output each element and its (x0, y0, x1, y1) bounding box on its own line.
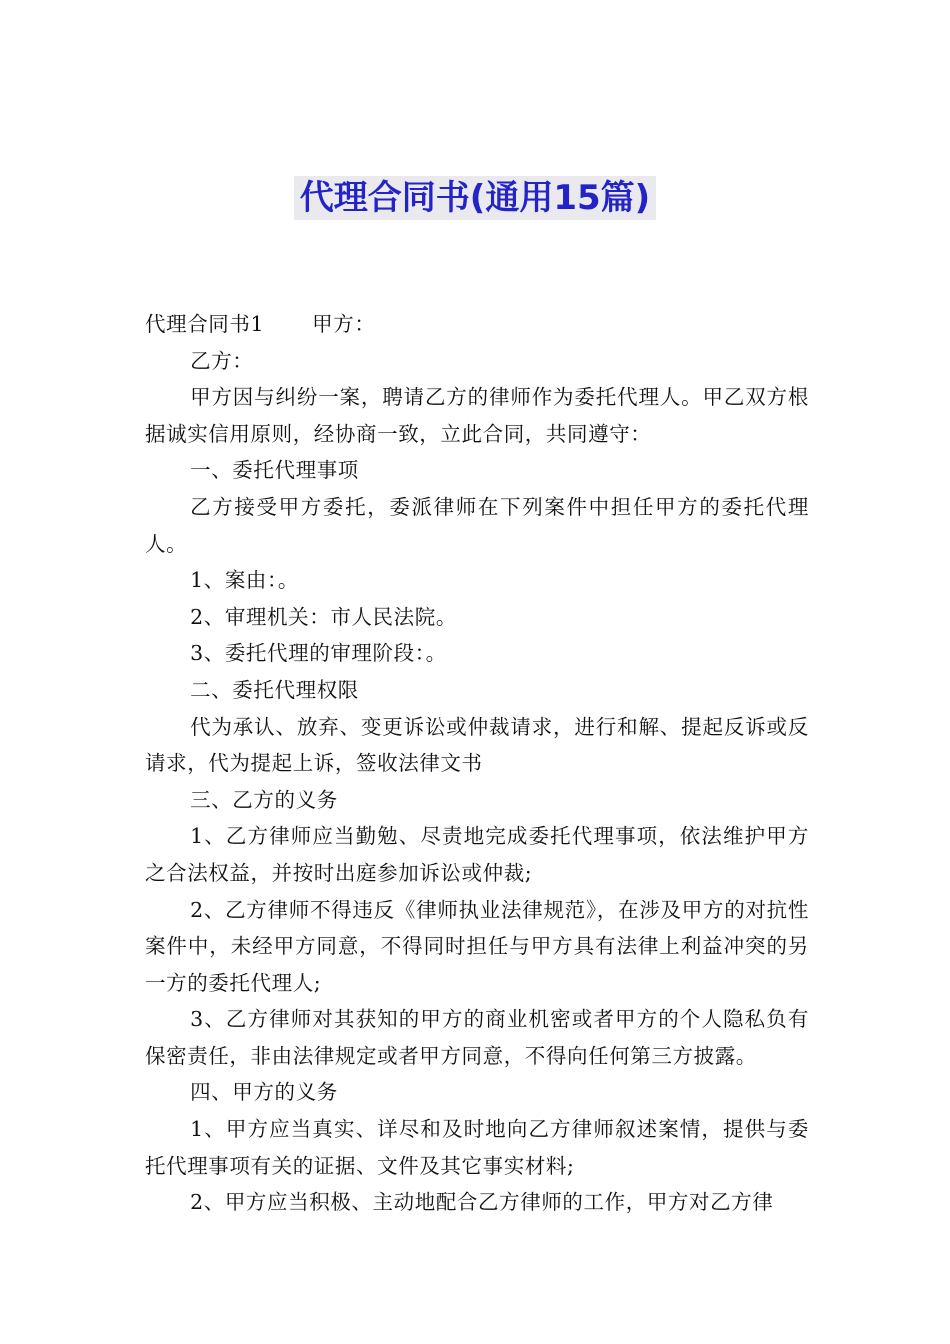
list-item: 2、甲方应当积极、主动地配合乙方律师的工作，甲方对乙方律 (190, 1190, 774, 1215)
list-item: 2、审理机关：市人民法院。 (190, 604, 457, 629)
section-heading: 三、乙方的义务 (190, 787, 338, 812)
paragraph: 甲方因与纠纷一案，聘请乙方的律师作为委托代理人。甲乙双方根据诚实信用原则，经协商一致，立此合同，共同遵守： (145, 385, 809, 446)
list-item: 3、乙方律师对其获知的甲方的商业机密或者甲方的个人隐私负有保密责任，非由法律规定或者甲方同意，不得向任何第三方披露。 (145, 1007, 809, 1068)
list-item: 2、乙方律师不得违反《律师执业法律规范》，在涉及甲方的对抗性案件中，未经甲方同意，不得同时担任与甲方具有法律上利益冲突的另一方的委托代理人; (145, 897, 809, 995)
list-item: 1、案由：。 (190, 568, 299, 593)
list-item: 1、甲方应当真实、详尽和及时地向乙方律师叙述案情，提供与委托代理事项有关的证据、文件及其它事实材料; (145, 1117, 809, 1178)
first-line (145, 306, 809, 343)
paragraph: 乙方： (190, 348, 254, 373)
section-heading: 二、委托代理权限 (190, 677, 359, 702)
contract-heading: 代理合同书1 (145, 312, 265, 336)
document-body (145, 306, 809, 1221)
section-heading: 四、甲方的义务 (190, 1080, 338, 1105)
party-a-label: 甲方： (312, 312, 376, 336)
list-item: 3、委托代理的审理阶段：。 (190, 641, 447, 666)
list-item: 1、乙方律师应当勤勉、尽责地完成委托代理事项，依法维护甲方之合法权益，并按时出庭参加诉讼或仲裁; (145, 824, 809, 885)
document-title: 代理合同书(通用15篇) (294, 176, 656, 220)
section-heading: 一、委托代理事项 (190, 458, 359, 483)
title-container (0, 176, 950, 220)
paragraph: 乙方接受甲方委托，委派律师在下列案件中担任甲方的委托代理人。 (145, 494, 809, 556)
paragraph: 代为承认、放弃、变更诉讼或仲裁请求，进行和解、提起反诉或反请求，代为提起上诉，签收法律文书 (145, 714, 809, 776)
